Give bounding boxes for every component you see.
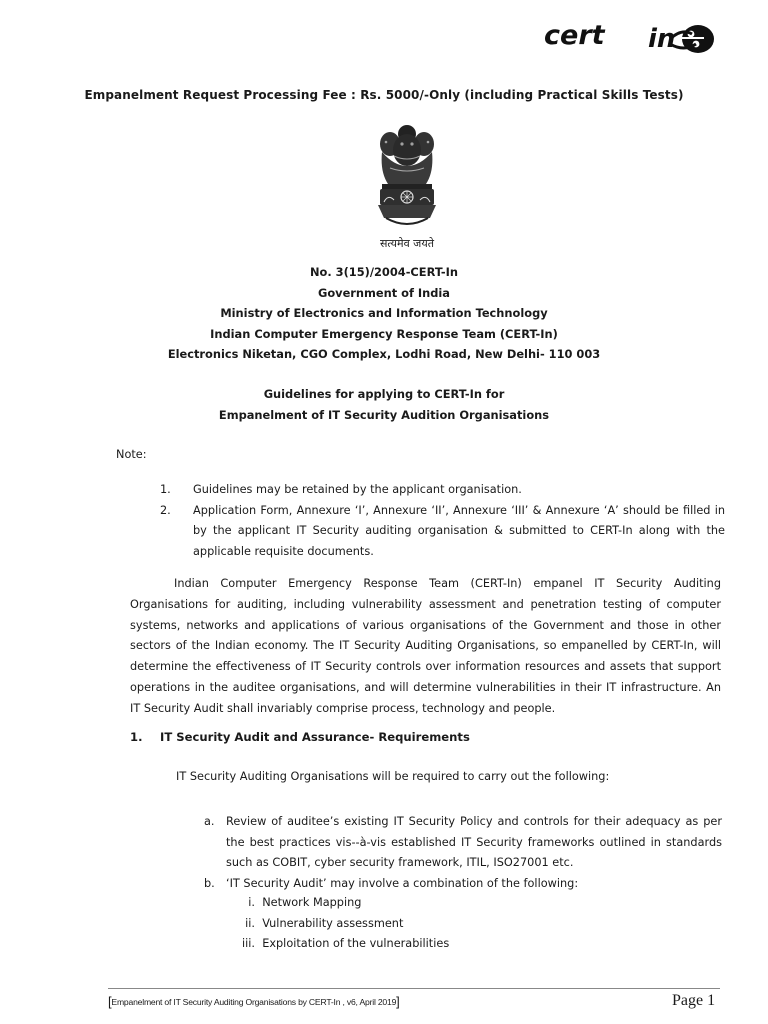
issuer-header [0, 262, 768, 365]
footer-divider [108, 988, 720, 989]
cert-in-logo-icon [648, 22, 716, 54]
list-item [226, 893, 626, 914]
list-number: 2. [160, 503, 171, 517]
list-text: Network Mapping [262, 896, 362, 909]
section-intro: IT Security Auditing Organisations will be required to carry out the following: [176, 770, 610, 783]
reference-number: No. 3(15)/2004-CERT-In [310, 265, 458, 279]
list-item [160, 480, 725, 501]
cert-in-logo [544, 20, 720, 58]
title-line-2: Empanelment of IT Security Audition Organisations [218, 407, 550, 422]
list-item [204, 874, 722, 895]
list-text: Exploitation of the vulnerabilities [262, 937, 450, 950]
list-number: ii. [245, 916, 255, 930]
list-text: Review of auditee’s existing IT Security Policy and controls for their adequacy as per the best practices vis--à-vis established IT Security frameworks outlined in standards such as COBIT, cyber security framework, ITIL, ISO27001 etc. [226, 815, 722, 869]
national-emblem-icon [372, 122, 442, 232]
requirements-list [204, 812, 722, 894]
section-number: 1. [130, 730, 143, 744]
list-label: b. [204, 876, 215, 890]
emblem-motto: सत्यमेव जयते [379, 237, 434, 250]
intro-paragraph: Indian Computer Emergency Response Team (CERT-In) empanel IT Security Auditing Organisations for auditing, including vulnerability assessment and penetration testing of computer systems, networks and applications of various organisations of the Government and those in other sectors of the Indian economy. The IT Security Auditing Organisations, so empanelled by CERT-In, will determine the effectiveness of IT Security controls over information resources and assets that support operations in the auditee organisations, and will determine vulnerabilities in their IT infrastructure. An IT Security Audit shall invariably comprise process, technology and people. [130, 577, 721, 715]
list-number: i. [248, 896, 255, 909]
list-item [226, 914, 626, 935]
page-number: Page 1 [672, 992, 716, 1009]
section-title: IT Security Audit and Assurance- Requirements [160, 730, 470, 744]
list-text: Guidelines may be retained by the applicant organisation. [193, 483, 522, 496]
list-text: Vulnerability assessment [262, 916, 404, 930]
government-line: Government of India [317, 285, 450, 300]
list-item [160, 501, 725, 563]
title-line-1: Guidelines for applying to CERT-In for [263, 387, 505, 401]
footer-text: [Empanelment of IT Security Auditing Organisations by CERT-In , v6, April 2019] [108, 994, 400, 1009]
fee-line: Empanelment Request Processing Fee : Rs. 5000/-Only (including Practical Skills Tests) [84, 88, 684, 102]
ministry-line: Ministry of Electronics and Information Technology [220, 306, 548, 320]
agency-line: Indian Computer Emergency Response Team (CERT-In) [210, 326, 558, 341]
document-title [0, 384, 768, 425]
logo-text: cert [544, 20, 605, 51]
list-item [204, 812, 722, 874]
list-label: a. [204, 815, 215, 828]
audit-activities-list [226, 893, 626, 955]
section-heading [130, 730, 470, 744]
notes-list [160, 480, 725, 562]
list-number: iii. [241, 937, 255, 950]
list-text: Application Form, Annexure ‘I’, Annexure ‘II’, Annexure ‘III’ & Annexure ‘A’ should be filled in by the applicant IT Security auditing organisation & submitted to CERT-In along with the applicable requisite documents. [193, 503, 725, 558]
list-item [226, 934, 626, 955]
list-text: ‘IT Security Audit’ may involve a combination of the following: [226, 876, 579, 890]
address-line: Electronics Niketan, CGO Complex, Lodhi Road, New Delhi- 110 003 [167, 347, 601, 361]
note-label: Note: [116, 448, 147, 461]
list-number: 1. [160, 483, 171, 496]
svg-text:in: in [648, 24, 676, 54]
